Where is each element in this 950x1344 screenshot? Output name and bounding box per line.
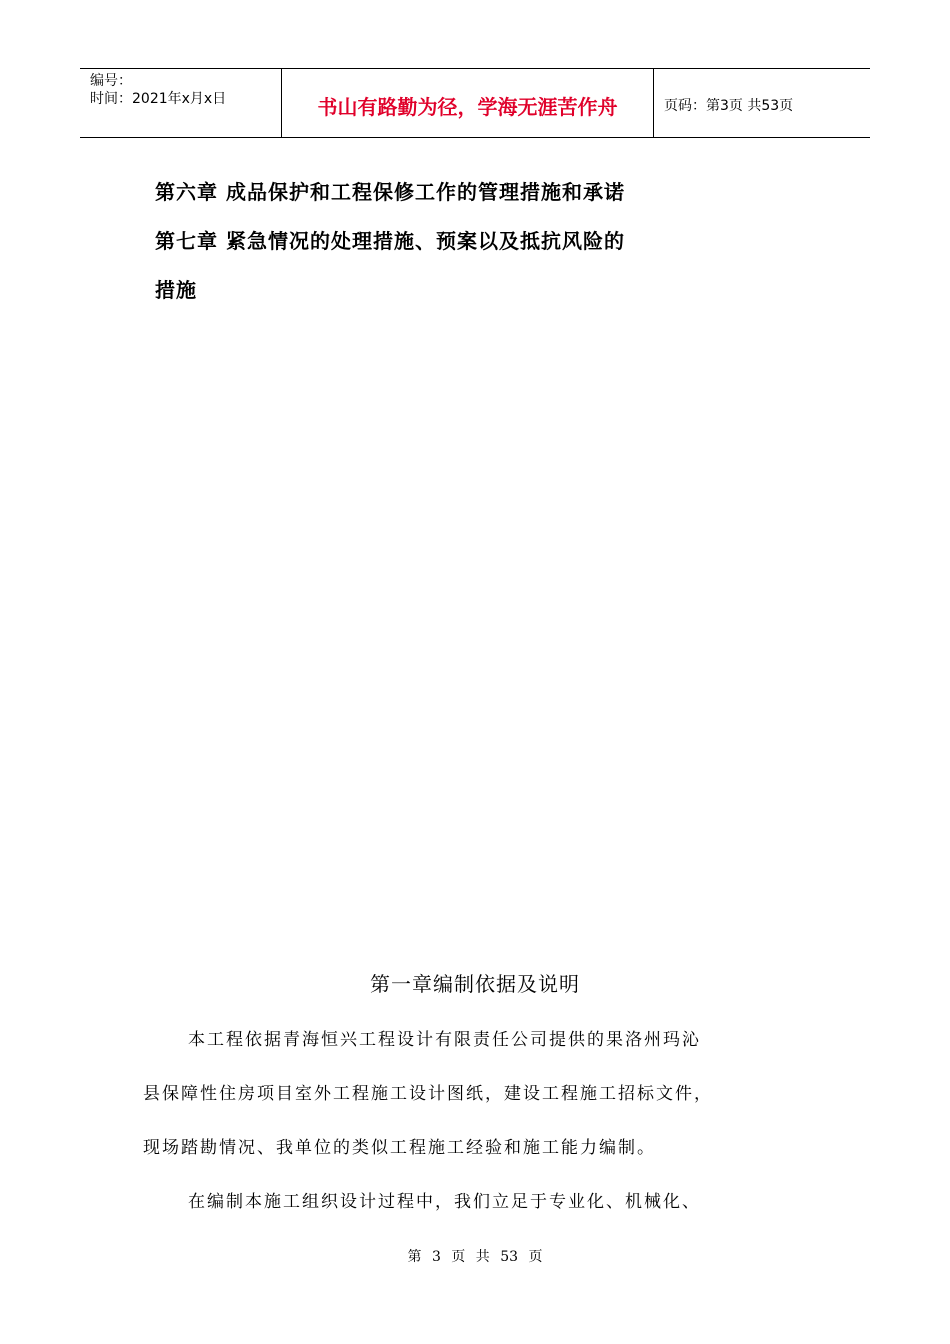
paragraph-line: 现场踏勘情况、我单位的类似工程施工经验和施工能力编制。	[143, 1138, 656, 1158]
header-page-info: 页码：第3页 共53页	[664, 98, 794, 114]
chapter-body	[143, 1013, 833, 1229]
paragraph-line: 在编制本施工组织设计过程中，我们立足于专业化、机械化、	[188, 1192, 701, 1212]
paragraph-line: 本工程依据青海恒兴工程设计有限责任公司提供的果洛州玛沁	[188, 1030, 701, 1050]
page-footer: 第 3 页 共 53 页	[407, 1249, 543, 1265]
document-header	[80, 68, 870, 138]
paragraph-line: 县保障性住房项目室外工程施工设计图纸，建设工程施工招标文件，	[143, 1084, 713, 1104]
toc-line: 第六章 成品保护和工程保修工作的管理措施和承诺	[155, 180, 625, 204]
chapter-title: 第一章编制依据及说明	[370, 972, 580, 996]
header-page-cell	[654, 69, 870, 137]
toc-line: 第七章 紧急情况的处理措施、预案以及抵抗风险的	[155, 229, 625, 253]
header-motto-cell	[282, 69, 654, 137]
header-meta-cell	[80, 69, 282, 137]
toc-line: 措施	[155, 278, 197, 302]
document-time-label: 时间：2021年x月x日	[90, 91, 227, 107]
table-of-contents	[155, 168, 835, 315]
document-number-label: 编号：	[90, 73, 132, 89]
header-motto: 书山有路勤为径，学海无涯苦作舟	[317, 94, 618, 119]
